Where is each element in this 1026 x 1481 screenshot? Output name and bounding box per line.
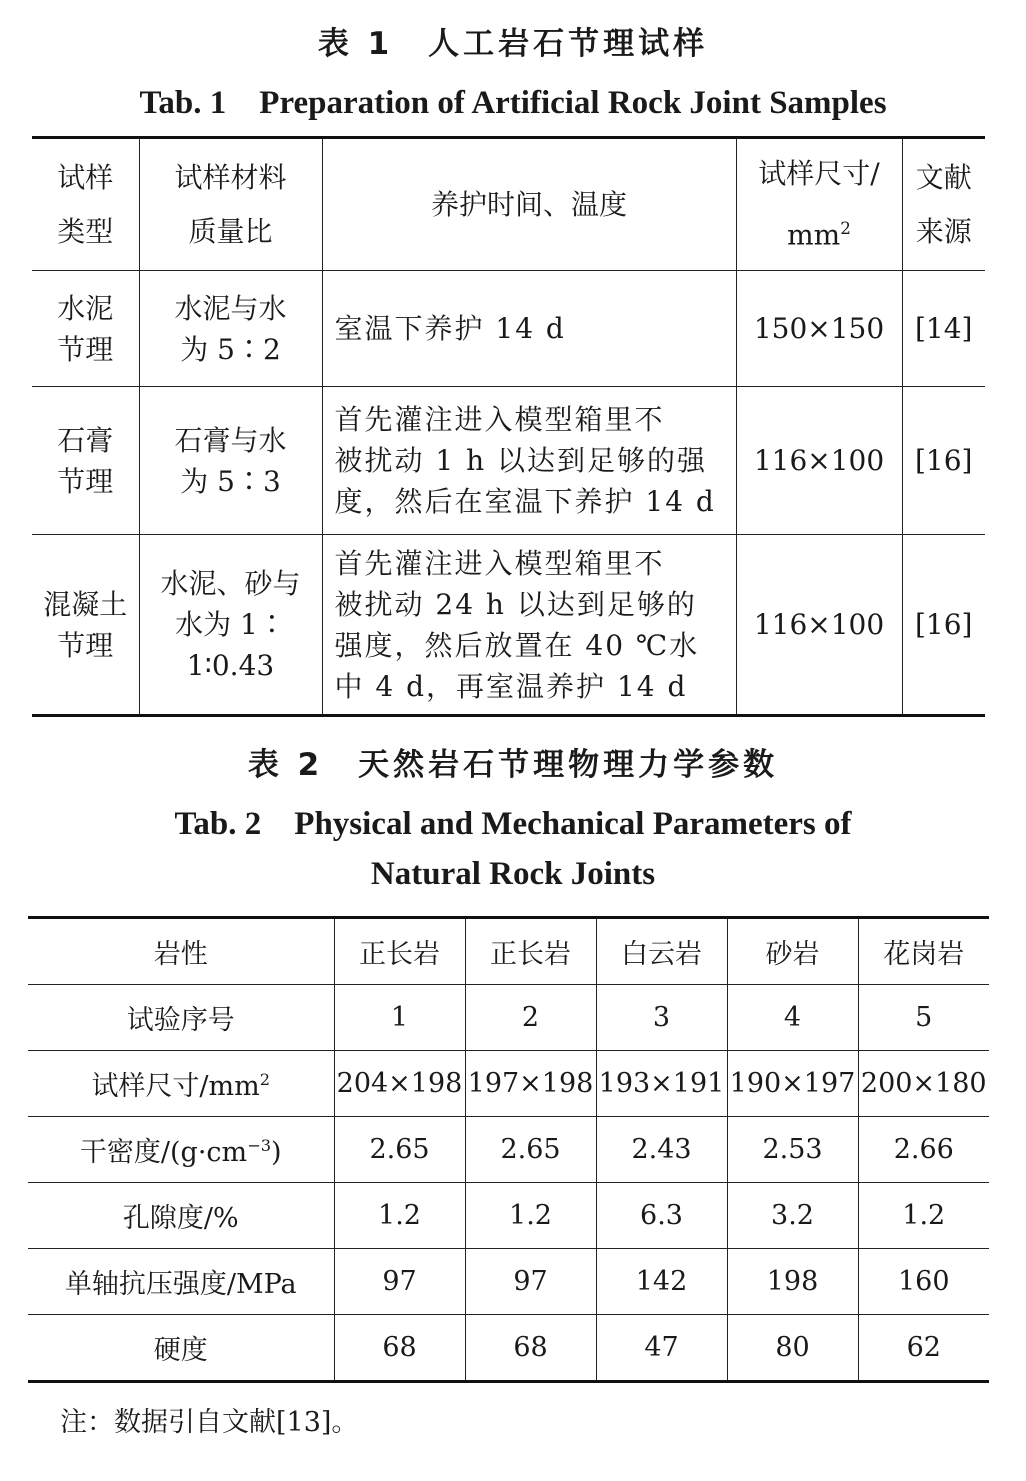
table2: [28, 916, 989, 1383]
cell: 2: [465, 985, 596, 1051]
row-label: 单轴抗压强度/MPa: [28, 1249, 334, 1315]
cell: 68: [334, 1315, 465, 1382]
cell: 1: [334, 985, 465, 1051]
cell: 160: [858, 1249, 989, 1315]
cell-material: 水泥与水 为 5∶2: [139, 271, 322, 387]
table2-caption-en-line2: Natural Rock Joints: [370, 856, 656, 892]
cell: 2.65: [465, 1117, 596, 1183]
row-label: 试验序号: [28, 985, 334, 1051]
cell-size: 116×100: [736, 387, 902, 535]
cell: 193×191: [596, 1051, 727, 1117]
cell: 200×180: [858, 1051, 989, 1117]
table2-caption-cn: 表 2 天然岩石节理物理力学参数: [247, 747, 779, 783]
table1: [32, 136, 985, 717]
cell-material: 水泥、砂与 水为 1∶ 1∶0.43: [139, 535, 322, 716]
table2-note: 注：数据引自文献[13]。: [60, 1407, 359, 1438]
table-row: [28, 1051, 989, 1117]
cell-size: 150×150: [736, 271, 902, 387]
cell: 80: [727, 1315, 858, 1382]
header-sample-type: 试样 类型: [32, 138, 139, 271]
cell: 62: [858, 1315, 989, 1382]
cell-ref: [14]: [902, 271, 985, 387]
table-row: [28, 1183, 989, 1249]
cell-size: 116×100: [736, 535, 902, 716]
header-lithology: 岩性: [28, 918, 334, 985]
header-curing: 养护时间、温度: [322, 138, 736, 271]
header-col: 正长岩: [465, 918, 596, 985]
cell: 4: [727, 985, 858, 1051]
cell-curing: 室温下养护 14 d: [322, 271, 736, 387]
cell: 142: [596, 1249, 727, 1315]
cell: 2.43: [596, 1117, 727, 1183]
header-col: 白云岩: [596, 918, 727, 985]
cell: 47: [596, 1315, 727, 1382]
cell: 2.65: [334, 1117, 465, 1183]
cell: 3.2: [727, 1183, 858, 1249]
cell: 2.66: [858, 1117, 989, 1183]
cell-ref: [16]: [902, 387, 985, 535]
cell-type: 水泥 节理: [32, 271, 139, 387]
cell: 1.2: [858, 1183, 989, 1249]
cell-curing: 首先灌注进入模型箱里不 被扰动 24 h 以达到足够的 强度，然后放置在 40 ℃水 中 4 d，再室温养护 14 d: [322, 535, 736, 716]
table-row: [28, 1315, 989, 1382]
cell: 68: [465, 1315, 596, 1382]
cell: 97: [465, 1249, 596, 1315]
cell: 198: [727, 1249, 858, 1315]
table1-caption-en: Tab. 1 Preparation of Artificial Rock Joint Samples: [139, 85, 887, 121]
cell: 5: [858, 985, 989, 1051]
row-label: 干密度$/(g\cdot cm^{-3})$: [28, 1117, 334, 1183]
cell: 2.53: [727, 1117, 858, 1183]
table2-header-row: [28, 918, 989, 985]
table-row: [32, 535, 985, 716]
row-label: 孔隙度/%: [28, 1183, 334, 1249]
cell: 204×198: [334, 1051, 465, 1117]
cell: 6.3: [596, 1183, 727, 1249]
header-col: 砂岩: [727, 918, 858, 985]
header-col: 正长岩: [334, 918, 465, 985]
cell: 1.2: [334, 1183, 465, 1249]
cell-material: 石膏与水 为 5∶3: [139, 387, 322, 535]
cell-type: 石膏 节理: [32, 387, 139, 535]
header-col: 花岗岩: [858, 918, 989, 985]
cell-type: 混凝土 节理: [32, 535, 139, 716]
cell: 1.2: [465, 1183, 596, 1249]
table2-caption-en-line1: Tab. 2 Physical and Mechanical Parameters of: [174, 806, 852, 842]
cell: 190×197: [727, 1051, 858, 1117]
cell: 97: [334, 1249, 465, 1315]
table-row: [28, 1117, 989, 1183]
header-material: 试样材料 质量比: [139, 138, 322, 271]
table-row: [28, 985, 989, 1051]
table1-caption-cn: 表 1 人工岩石节理试样: [317, 26, 709, 62]
table-row: [32, 271, 985, 387]
table1-header-row: [32, 138, 985, 271]
cell-curing: 首先灌注进入模型箱里不 被扰动 1 h 以达到足够的强 度，然后在室温下养护 14 d: [322, 387, 736, 535]
cell-ref: [16]: [902, 535, 985, 716]
row-label: 试样尺寸$/mm^2$: [28, 1051, 334, 1117]
header-size: 试样尺寸/ $mm^2$: [736, 138, 902, 271]
table-row: [28, 1249, 989, 1315]
table-row: [32, 387, 985, 535]
header-reference: 文献 来源: [902, 138, 985, 271]
cell: 197×198: [465, 1051, 596, 1117]
cell: 3: [596, 985, 727, 1051]
row-label: 硬度: [28, 1315, 334, 1382]
